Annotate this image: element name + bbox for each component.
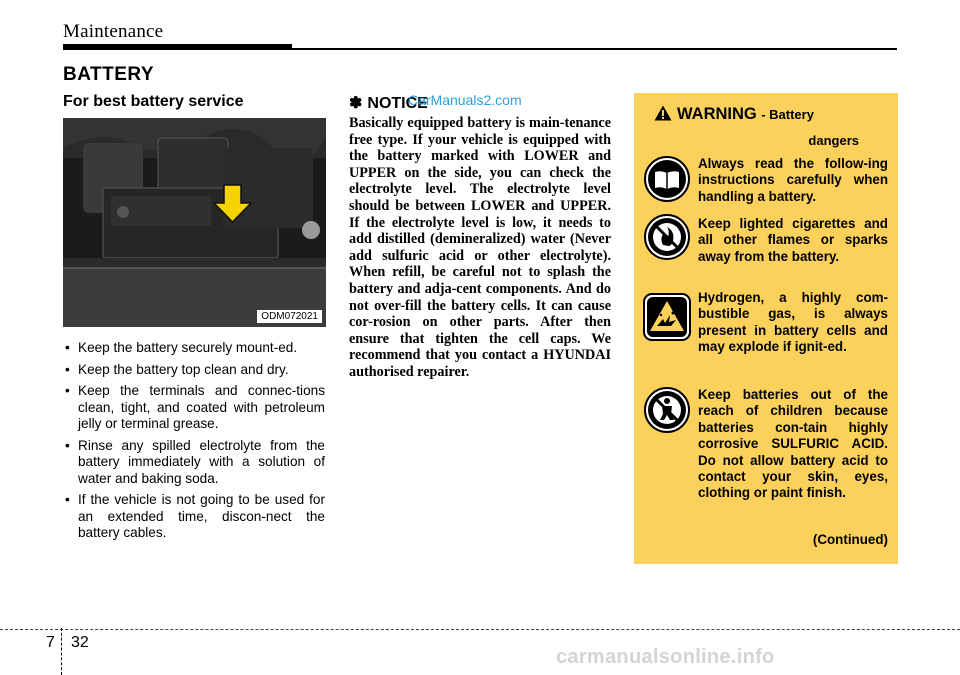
- section-subtitle: For best battery service: [63, 93, 244, 110]
- image-code: ODM072021: [257, 310, 322, 323]
- warning-item-text: Keep lighted cigarettes and all other flames or sparks away from the battery.: [698, 216, 888, 264]
- battery-photo: [63, 118, 326, 327]
- keep-from-children-icon: [643, 386, 691, 434]
- chapter-title: Maintenance: [63, 21, 164, 42]
- notice-star-icon: ✽: [349, 95, 363, 112]
- section-title: BATTERY: [63, 64, 155, 85]
- list-item: • Rinse any spilled electrolyte from the battery immediately with a solution of water and baking soda.: [63, 438, 325, 488]
- warning-heading: [654, 105, 814, 126]
- header-bar: [63, 44, 292, 50]
- warning-item-text: Keep batteries out of the reach of children because batteries con-tain highly corrosive SULFURIC ACID. Do not allow battery acid to contact your skin, eyes, clothing or paint finish.: [698, 387, 888, 501]
- notice-title: NOTICE: [367, 95, 428, 112]
- continued-label: (Continued): [812, 532, 888, 547]
- list-item: • Keep the terminals and connec-tions clean, tight, and coated with petroleum jelly or terminal grease.: [63, 383, 325, 433]
- warning-triangle-icon: [654, 105, 672, 126]
- chapter-number: 7: [46, 634, 55, 651]
- no-flame-icon: [643, 213, 691, 261]
- battery-tips-list: [63, 340, 325, 547]
- engine-bay-illustration: [63, 118, 326, 327]
- warning-title: WARNING: [677, 105, 757, 123]
- warning-subtitle: dangers: [808, 133, 859, 148]
- list-item: • If the vehicle is not going to be used for an extended time, discon-nect the battery cables.: [63, 492, 325, 542]
- header-rule: [292, 48, 897, 50]
- notice-body: Basically equipped battery is main-tenance free type. If your vehicle is equipped with the battery marked with LOWER and UPPER on the side, you can check the electrolyte level. The electrolyte level should be between LOWER and UPPER. If the electrolyte level is low, it needs to add distilled (demineralized) water (Never add sulfuric acid or other electrolyte). When refill, be careful not to splash the battery and adja-cent components. And do not over-fill the battery cells. It can cause cor-rosion on other parts. After then ensure that tighten the cell caps. We recommend that you contact a HYUNDAI authorised repairer.: [349, 115, 611, 380]
- site-watermark: carmanualsonline.info: [556, 646, 775, 668]
- list-item: • Keep the battery top clean and dry.: [63, 362, 325, 379]
- page-number-separator: [61, 628, 62, 675]
- warning-item-text: Always read the follow-ing instructions carefully when handling a battery.: [698, 156, 888, 204]
- warning-item-text: Hydrogen, a highly com-bustible gas, is always present in battery cells and may explode if ignit-ed.: [698, 290, 888, 355]
- page-number: 32: [71, 634, 89, 651]
- warning-box: [634, 93, 898, 564]
- watermark-text: CarManuals2.com: [408, 92, 522, 108]
- footer-rule: [0, 629, 960, 630]
- read-manual-icon: [643, 155, 691, 203]
- list-item: • Keep the battery securely mount-ed.: [63, 340, 325, 357]
- warning-title-suffix: - Battery: [761, 107, 814, 122]
- explosion-icon: [643, 293, 691, 341]
